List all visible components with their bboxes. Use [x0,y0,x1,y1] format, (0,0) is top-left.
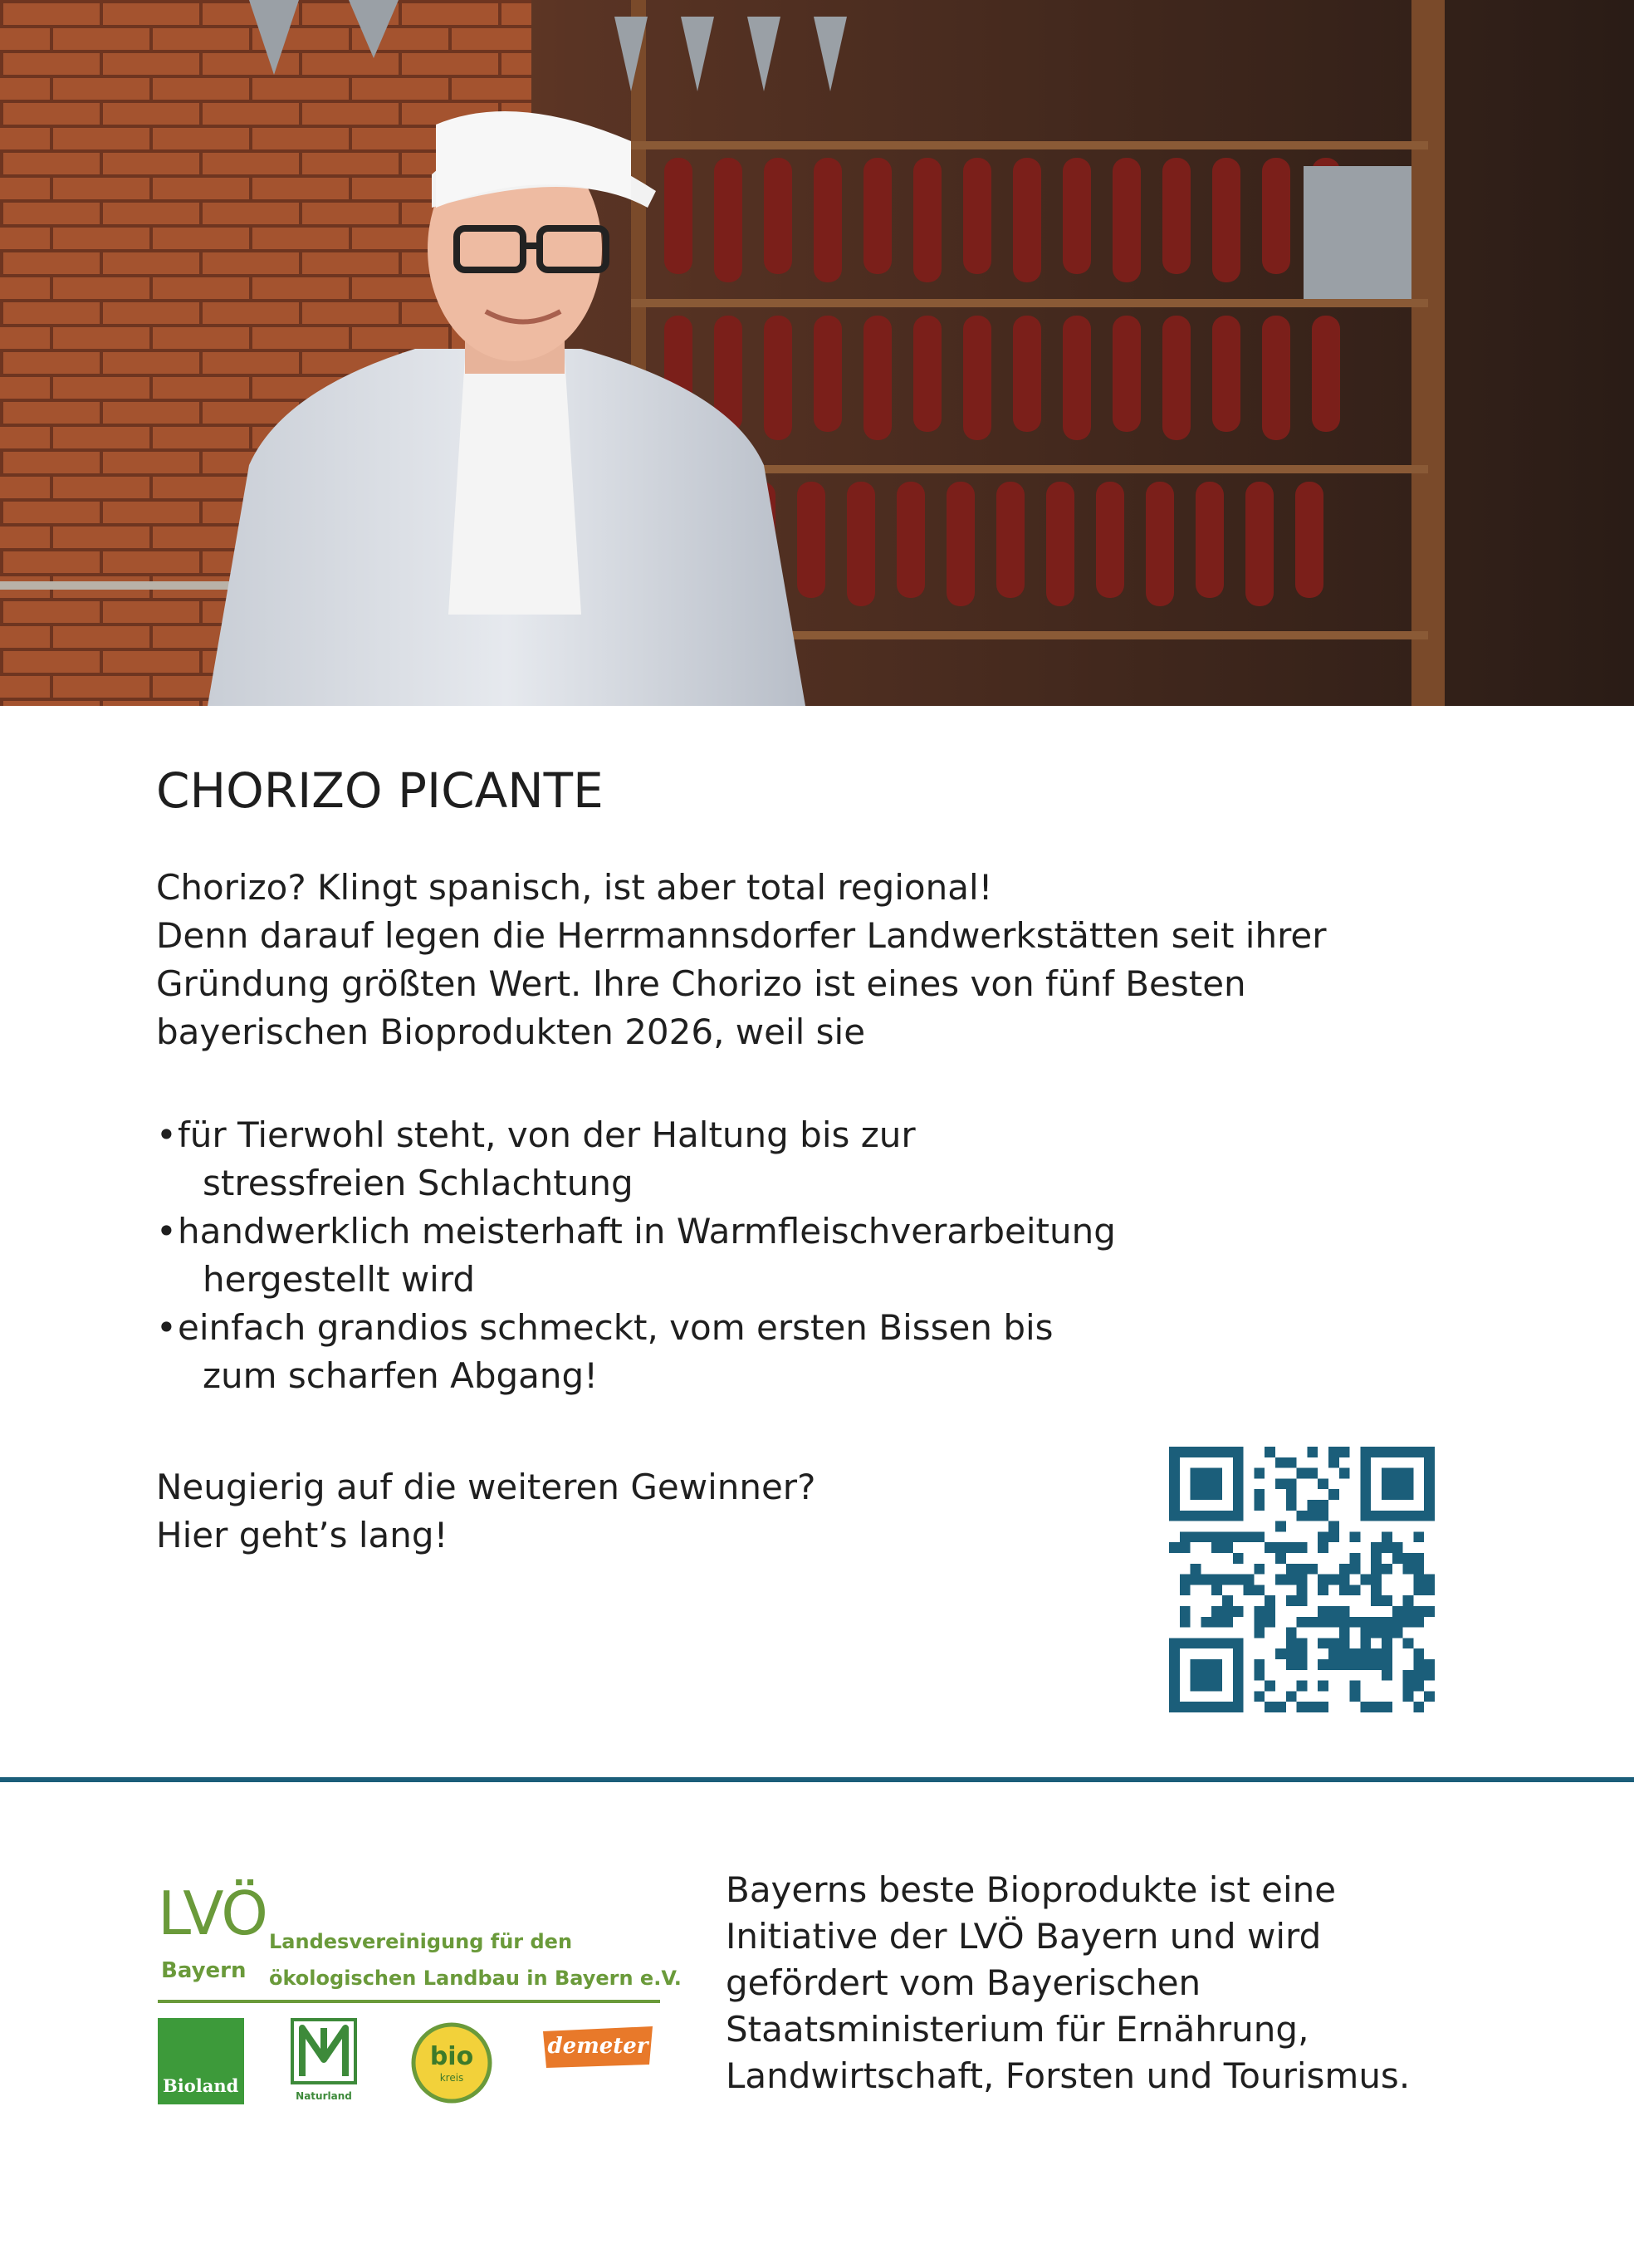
cta-line: Hier geht’s lang! [156,1515,448,1555]
lvo-full-name [269,1923,701,1996]
lvo-name-line: Landesvereinigung für den [269,1930,573,1953]
reasons-list [156,1111,1485,1400]
bioland-logo-text: Bioland [163,2075,239,2096]
naturland-logo-text: Naturland [296,2090,352,2102]
bullet-line-continued: zum scharfen Abgang! [203,1355,599,1396]
info-line: Staatsministerium für Ernährung, [726,2009,1309,2050]
lvo-underline [158,2000,660,2003]
intro-line: bayerischen Bioprodukten 2026, weil sie [156,1012,866,1052]
bullet-line-continued: hergestellt wird [203,1259,476,1300]
demeter-logo [540,2023,656,2071]
info-line: Initiative der LVÖ Bayern und wird [726,1916,1322,1957]
info-line: Bayerns beste Bioprodukte ist eine [726,1869,1337,1910]
product-title: CHORIZO PICANTE [156,762,604,819]
list-item [156,1304,1485,1400]
biokreis-logo-subtext: kreis [439,2072,464,2084]
info-line: gefördert vom Bayerischen [726,1962,1201,2003]
cta-line: Neugierig auf die weiteren Gewinner? [156,1467,816,1507]
info-line: Landwirtschaft, Forsten und Tourismus. [726,2055,1411,2096]
demeter-logo-text: demeter [547,2034,648,2059]
header-photo [0,0,1634,706]
intro-text [156,864,1485,1400]
butcher-photo-illustration [0,0,1634,706]
bullet-line-continued: stressfreien Schlachtung [203,1163,634,1203]
lvo-logo-text: LVÖ [158,1879,267,1948]
biokreis-logo-text: bio [429,2042,474,2071]
lvo-logo-region: Bayern [161,1958,247,1983]
biokreis-logo [410,2021,493,2104]
partner-logos [158,1879,682,2111]
list-item [156,1207,1485,1304]
product-description [156,762,1485,1400]
intro-line: Denn darauf legen die Herrmannsdorfer Landwerkstätten seit ihrer [156,915,1327,956]
bioland-logo [158,2018,244,2104]
intro-line: Chorizo? Klingt spanisch, ist aber total regional! [156,867,993,908]
bullet-line: für Tierwohl steht, von der Haltung bis zur [178,1114,916,1155]
bullet-line: handwerklich meisterhaft in Warmfleischverarbeitung [178,1211,1116,1252]
qr-code-icon[interactable] [1169,1447,1435,1712]
section-divider [0,1777,1634,1782]
naturland-logo [291,2018,357,2104]
winners-cta [156,1463,815,1560]
lvo-name-line: ökologischen Landbau in Bayern e.V. [269,1967,682,1990]
initiative-info [726,1867,1556,2099]
list-item [156,1111,1485,1207]
intro-line: Gründung größten Wert. Ihre Chorizo ist eines von fünf Besten [156,963,1246,1004]
bullet-line: einfach grandios schmeckt, vom ersten Bissen bis [178,1307,1054,1348]
